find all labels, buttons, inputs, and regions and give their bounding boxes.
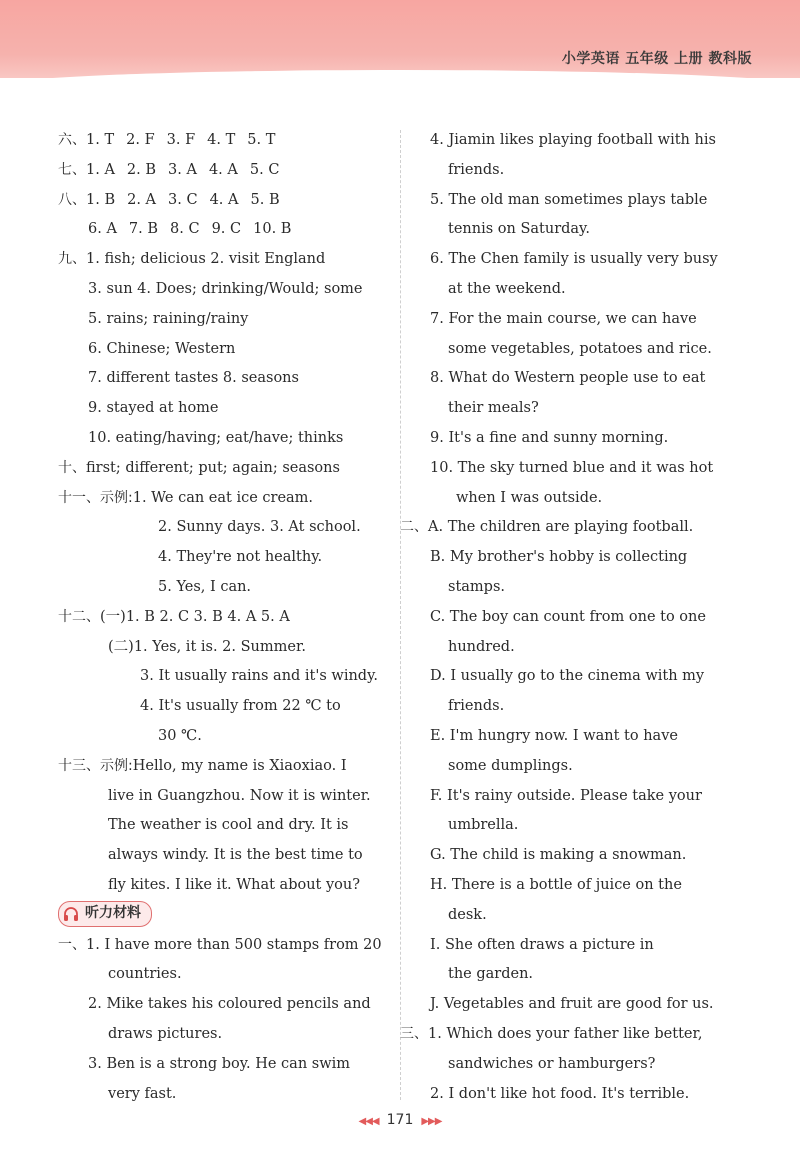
section-eleven-line: 5. Yes, I can. [158, 578, 252, 595]
listening-material-row [58, 901, 388, 931]
listening-three-line: 三、1. Which does your father like better, [400, 1025, 703, 1042]
section-eleven-line: 2. Sunny days. 3. At school. [158, 519, 361, 536]
section-eleven-line: 4. They're not healthy. [158, 549, 323, 566]
page-header-band [0, 0, 800, 78]
book-label: 小学英语 五年级 上册 教科版 [561, 51, 752, 67]
section-eleven-line: 十一、示例:1. We can eat ice cream. [58, 489, 314, 506]
section-seven: 七、1. A 2. B 3. A 4. A 5. C [58, 161, 280, 178]
listening-two-line: umbrella. [448, 817, 519, 834]
left-column [58, 126, 388, 1109]
listening-two-line: stamps. [448, 578, 505, 595]
listening-two-line: desk. [448, 906, 487, 923]
section-nine-line: 九、1. fish; delicious 2. visit England [58, 251, 326, 268]
section-nine-line: 7. different tastes 8. seasons [88, 370, 299, 387]
listening-three-line: 2. I don't like hot food. It's terrible. [430, 1085, 690, 1102]
listening-one-line: 3. Ben is a strong boy. He can swim [88, 1055, 351, 1072]
listening-line: when I was outside. [456, 489, 603, 506]
right-arrows-icon: ▶▶▶ [421, 1116, 442, 1127]
section-thirteen-line: 十三、示例:Hello, my name is Xiaoxiao. I [58, 757, 347, 774]
listening-line: 9. It's a fine and sunny morning. [430, 429, 669, 446]
listening-line: 10. The sky turned blue and it was hot [430, 459, 714, 476]
listening-two-line: hundred. [448, 638, 515, 655]
listening-line: friends. [448, 161, 505, 178]
right-column [400, 126, 750, 1109]
listening-line: 8. What do Western people use to eat [430, 370, 706, 387]
listening-material-badge: 听力材料 [58, 901, 152, 927]
column-divider [400, 130, 401, 1100]
listening-two-line: C. The boy can count from one to one [430, 608, 706, 625]
section-nine-line: 6. Chinese; Western [88, 340, 236, 357]
listening-line: 7. For the main course, we can have [430, 310, 697, 327]
listening-one-line: draws pictures. [108, 1025, 223, 1042]
listening-two-line: H. There is a bottle of juice on the [430, 876, 682, 893]
listening-line: some vegetables, potatoes and rice. [448, 340, 712, 357]
listening-one-line: 2. Mike takes his coloured pencils and [88, 996, 371, 1013]
listening-line: 6. The Chen family is usually very busy [430, 251, 718, 268]
section-thirteen-line: always windy. It is the best time to [108, 847, 363, 864]
section-thirteen-line: fly kites. I like it. What about you? [108, 876, 361, 893]
listening-line: tennis on Saturday. [448, 221, 590, 238]
listening-three-line: sandwiches or hamburgers? [448, 1055, 656, 1072]
listening-two-line: E. I'm hungry now. I want to have [430, 727, 678, 744]
section-eight-row2: 6. A 7. B 8. C 9. C 10. B [88, 221, 292, 238]
listening-one-line: very fast. [108, 1085, 177, 1102]
listening-two-line: F. It's rainy outside. Please take your [430, 787, 702, 804]
listening-two-line: 二、A. The children are playing football. [400, 519, 694, 536]
listening-two-line: friends. [448, 698, 505, 715]
listening-line: 4. Jiamin likes playing football with his [430, 132, 716, 148]
page-number: 171 [386, 1112, 414, 1128]
section-six: 六、1. T 2. F 3. F 4. T 5. T [58, 132, 276, 148]
section-twelve-line: 十二、(一)1. B 2. C 3. B 4. A 5. A [58, 608, 290, 625]
section-nine-line: 9. stayed at home [88, 400, 219, 417]
listening-two-line: D. I usually go to the cinema with my [430, 668, 705, 685]
listening-one-line: countries. [108, 966, 182, 983]
listening-one-line: 一、1. I have more than 500 stamps from 20 [58, 936, 382, 953]
headphones-icon [63, 906, 79, 922]
section-thirteen-line: The weather is cool and dry. It is [108, 817, 349, 834]
section-twelve-line: 30 ℃. [158, 727, 202, 744]
section-ten: 十、first; different; put; again; seasons [58, 459, 340, 476]
listening-two-line: some dumplings. [448, 757, 573, 774]
section-nine-line: 3. sun 4. Does; drinking/Would; some [88, 280, 363, 297]
listening-line: at the weekend. [448, 280, 566, 297]
section-nine-line: 10. eating/having; eat/have; thinks [88, 429, 344, 446]
listening-line: 5. The old man sometimes plays table [430, 191, 708, 208]
section-twelve-line: (二)1. Yes, it is. 2. Summer. [108, 638, 306, 655]
listening-two-line: G. The child is making a snowman. [430, 847, 687, 864]
section-nine-line: 5. rains; raining/rainy [88, 310, 249, 327]
section-thirteen-line: live in Guangzhou. Now it is winter. [108, 787, 371, 804]
section-eight-row1: 八、1. B 2. A 3. C 4. A 5. B [58, 191, 280, 208]
listening-line: their meals? [448, 400, 539, 417]
listening-two-line: J. Vegetables and fruit are good for us. [430, 996, 714, 1013]
listening-two-line: I. She often draws a picture in [430, 936, 654, 953]
section-twelve-line: 3. It usually rains and it's windy. [140, 668, 378, 685]
listening-two-line: B. My brother's hobby is collecting [430, 549, 688, 566]
section-twelve-line: 4. It's usually from 22 ℃ to [140, 698, 341, 715]
listening-two-line: the garden. [448, 966, 534, 983]
left-arrows-icon: ◀◀◀ [358, 1116, 379, 1127]
page-footer [0, 1112, 800, 1128]
